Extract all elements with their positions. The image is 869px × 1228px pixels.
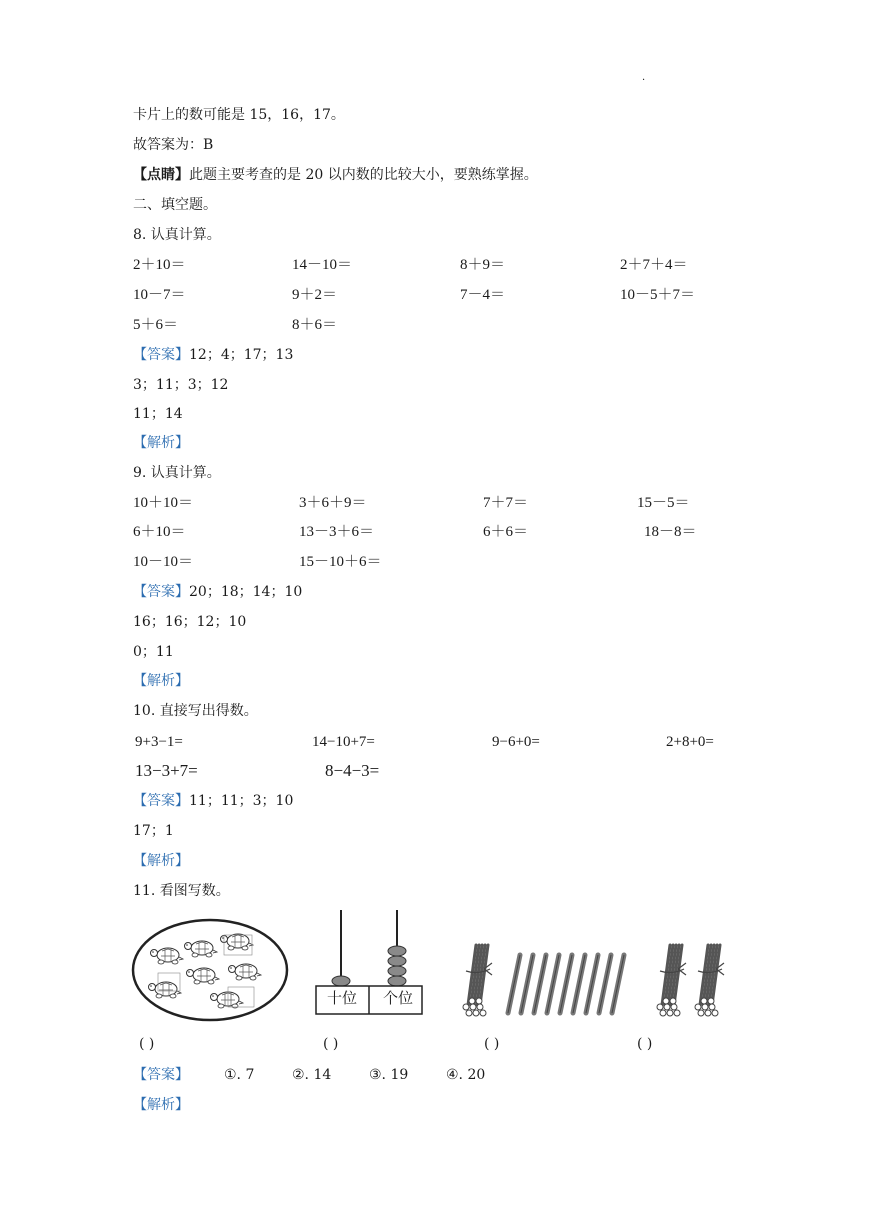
q8-expr: 2＋10＝ [133,257,186,273]
turtle-figure [130,917,290,1023]
stick-end [470,1004,476,1010]
q9-answer-text: 16；16；12；10 [133,614,247,630]
q9-expr: 6＋6＝ [483,524,529,540]
q8-expr: 2＋7＋4＝ [620,257,688,273]
q8-expr: 7－4＝ [460,287,506,303]
single-stick-edge [521,955,533,1013]
q10-expr: 9+3−1= [135,734,183,750]
bead-ones [388,946,406,956]
single-stick-edge [573,955,585,1013]
bead-group [332,946,406,986]
q11-answer-item: ②. 14 [292,1067,332,1083]
q8-expr: 14－10＝ [292,257,353,273]
stick-end [695,1004,701,1010]
q8-expr: 9＋2＝ [292,287,338,303]
q10-analysis-tag: 【解析】 [133,853,189,869]
q8-analysis-tag: 【解析】 [133,435,189,451]
section-title: 二、填空题。 [133,197,217,213]
q11-answer-item: ③. 19 [369,1067,409,1083]
single-stick-edge [612,955,624,1013]
q10-expr: 8−4−3= [325,761,380,780]
single-stick-edge [560,955,572,1013]
q10-answer-text: 17；1 [133,823,174,839]
stick-end [657,1004,663,1010]
stick-bundle-icon [463,945,492,1016]
stick-end [660,1010,666,1016]
intro-line-1: 卡片上的数可能是 15，16，17。 [133,107,345,123]
q9-expr: 10－10＝ [133,554,194,570]
q9-title: 9. 认真计算。 [133,465,221,481]
q9-expr: 15－10＋6＝ [299,554,382,570]
stick-end [473,1010,479,1016]
q9-answer-text: 0；11 [133,644,174,660]
q9-expr: 6＋10＝ [133,524,186,540]
abacus-label-ones: 个位 [383,989,414,1007]
stick-bundle-icon [695,945,724,1016]
answer-blank[interactable]: ( ) [139,1036,155,1052]
stick-end [670,998,676,1004]
q10-expr: 14−10+7= [312,734,375,750]
point-tag: 【点睛】 [133,167,189,183]
single-sticks-group [508,955,624,1013]
stick-end [709,1004,715,1010]
q10-answer-tag: 【答案】 [133,793,189,809]
stick-end [702,1004,708,1010]
q11-title: 11. 看图写数。 [133,883,230,899]
bead-ones [388,976,406,986]
stick-end [708,998,714,1004]
stick-end [663,998,669,1004]
q8-answer-text: 11；14 [133,406,183,422]
q8-expr: 10－5＋7＝ [620,287,696,303]
stick-end [476,998,482,1004]
stick-end [698,1010,704,1016]
q10-expr: 13−3+7= [135,761,198,780]
sticks-figure-19 [458,943,638,1019]
q10-answer-text: 11；11；3；10 [189,793,294,809]
answer-blank[interactable]: ( ) [323,1036,339,1052]
q10-answer-line [133,792,293,810]
bead-ones [388,956,406,966]
stick-end [477,1004,483,1010]
q10-title: 10. 直接写出得数。 [133,703,258,719]
single-stick-edge [586,955,598,1013]
q8-answer-line [133,346,293,364]
stick-end [667,1010,673,1016]
q10-expr: 2+8+0= [666,734,714,750]
stick-end [671,1004,677,1010]
q9-expr: 13－3＋6＝ [299,524,375,540]
page-dot: · [642,75,646,86]
stick-end [480,1010,486,1016]
q8-answer-text: 3；11；3；12 [133,377,229,393]
q9-expr: 15－5＝ [637,495,690,511]
bead-tens [332,976,350,986]
q9-answer-text: 20；18；14；10 [189,584,303,600]
single-stick-edge [599,955,611,1013]
q9-expr: 18－8＝ [644,524,697,540]
stick-end [701,998,707,1004]
q11-answer-item: ①. 7 [224,1067,255,1083]
single-stick-edge [508,955,520,1013]
stick-end [463,1004,469,1010]
stick-end [705,1010,711,1016]
q8-expr: 8＋9＝ [460,257,506,273]
q8-expr: 8＋6＝ [292,317,338,333]
point-text: 此题主要考查的是 20 以内数的比较大小，要熟练掌握。 [189,167,538,183]
q11-answer-tag: 【答案】 [133,1067,189,1083]
abacus-label-tens: 十位 [327,989,358,1007]
answer-blank[interactable]: ( ) [637,1036,653,1052]
stick-end [466,1010,472,1016]
q9-answer-line [133,583,302,601]
sticks-figure-20 [652,943,738,1019]
answer-blank[interactable]: ( ) [484,1036,500,1052]
single-stick-edge [534,955,546,1013]
q8-answer-tag: 【答案】 [133,347,189,363]
q11-answer-item: ④. 20 [446,1067,486,1083]
q8-title: 8. 认真计算。 [133,227,221,243]
stick-end [712,1010,718,1016]
single-stick-edge [547,955,559,1013]
q9-answer-tag: 【答案】 [133,584,189,600]
q9-expr: 7＋7＝ [483,495,529,511]
stick-end [469,998,475,1004]
bead-ones [388,966,406,976]
q8-expr: 10－7＝ [133,287,186,303]
q8-expr: 5＋6＝ [133,317,179,333]
stick-end [664,1004,670,1010]
intro-line-2: 故答案为：B [133,137,214,153]
stick-bundle-icon [657,945,686,1016]
q8-answer-text: 12；4；17；13 [189,347,294,363]
q9-analysis-tag: 【解析】 [133,673,189,689]
q11-analysis-tag: 【解析】 [133,1097,189,1113]
q9-expr: 10＋10＝ [133,495,194,511]
point-line [133,166,538,184]
stick-end [674,1010,680,1016]
q10-expr: 9−6+0= [492,734,540,750]
q9-expr: 3＋6＋9＝ [299,495,367,511]
